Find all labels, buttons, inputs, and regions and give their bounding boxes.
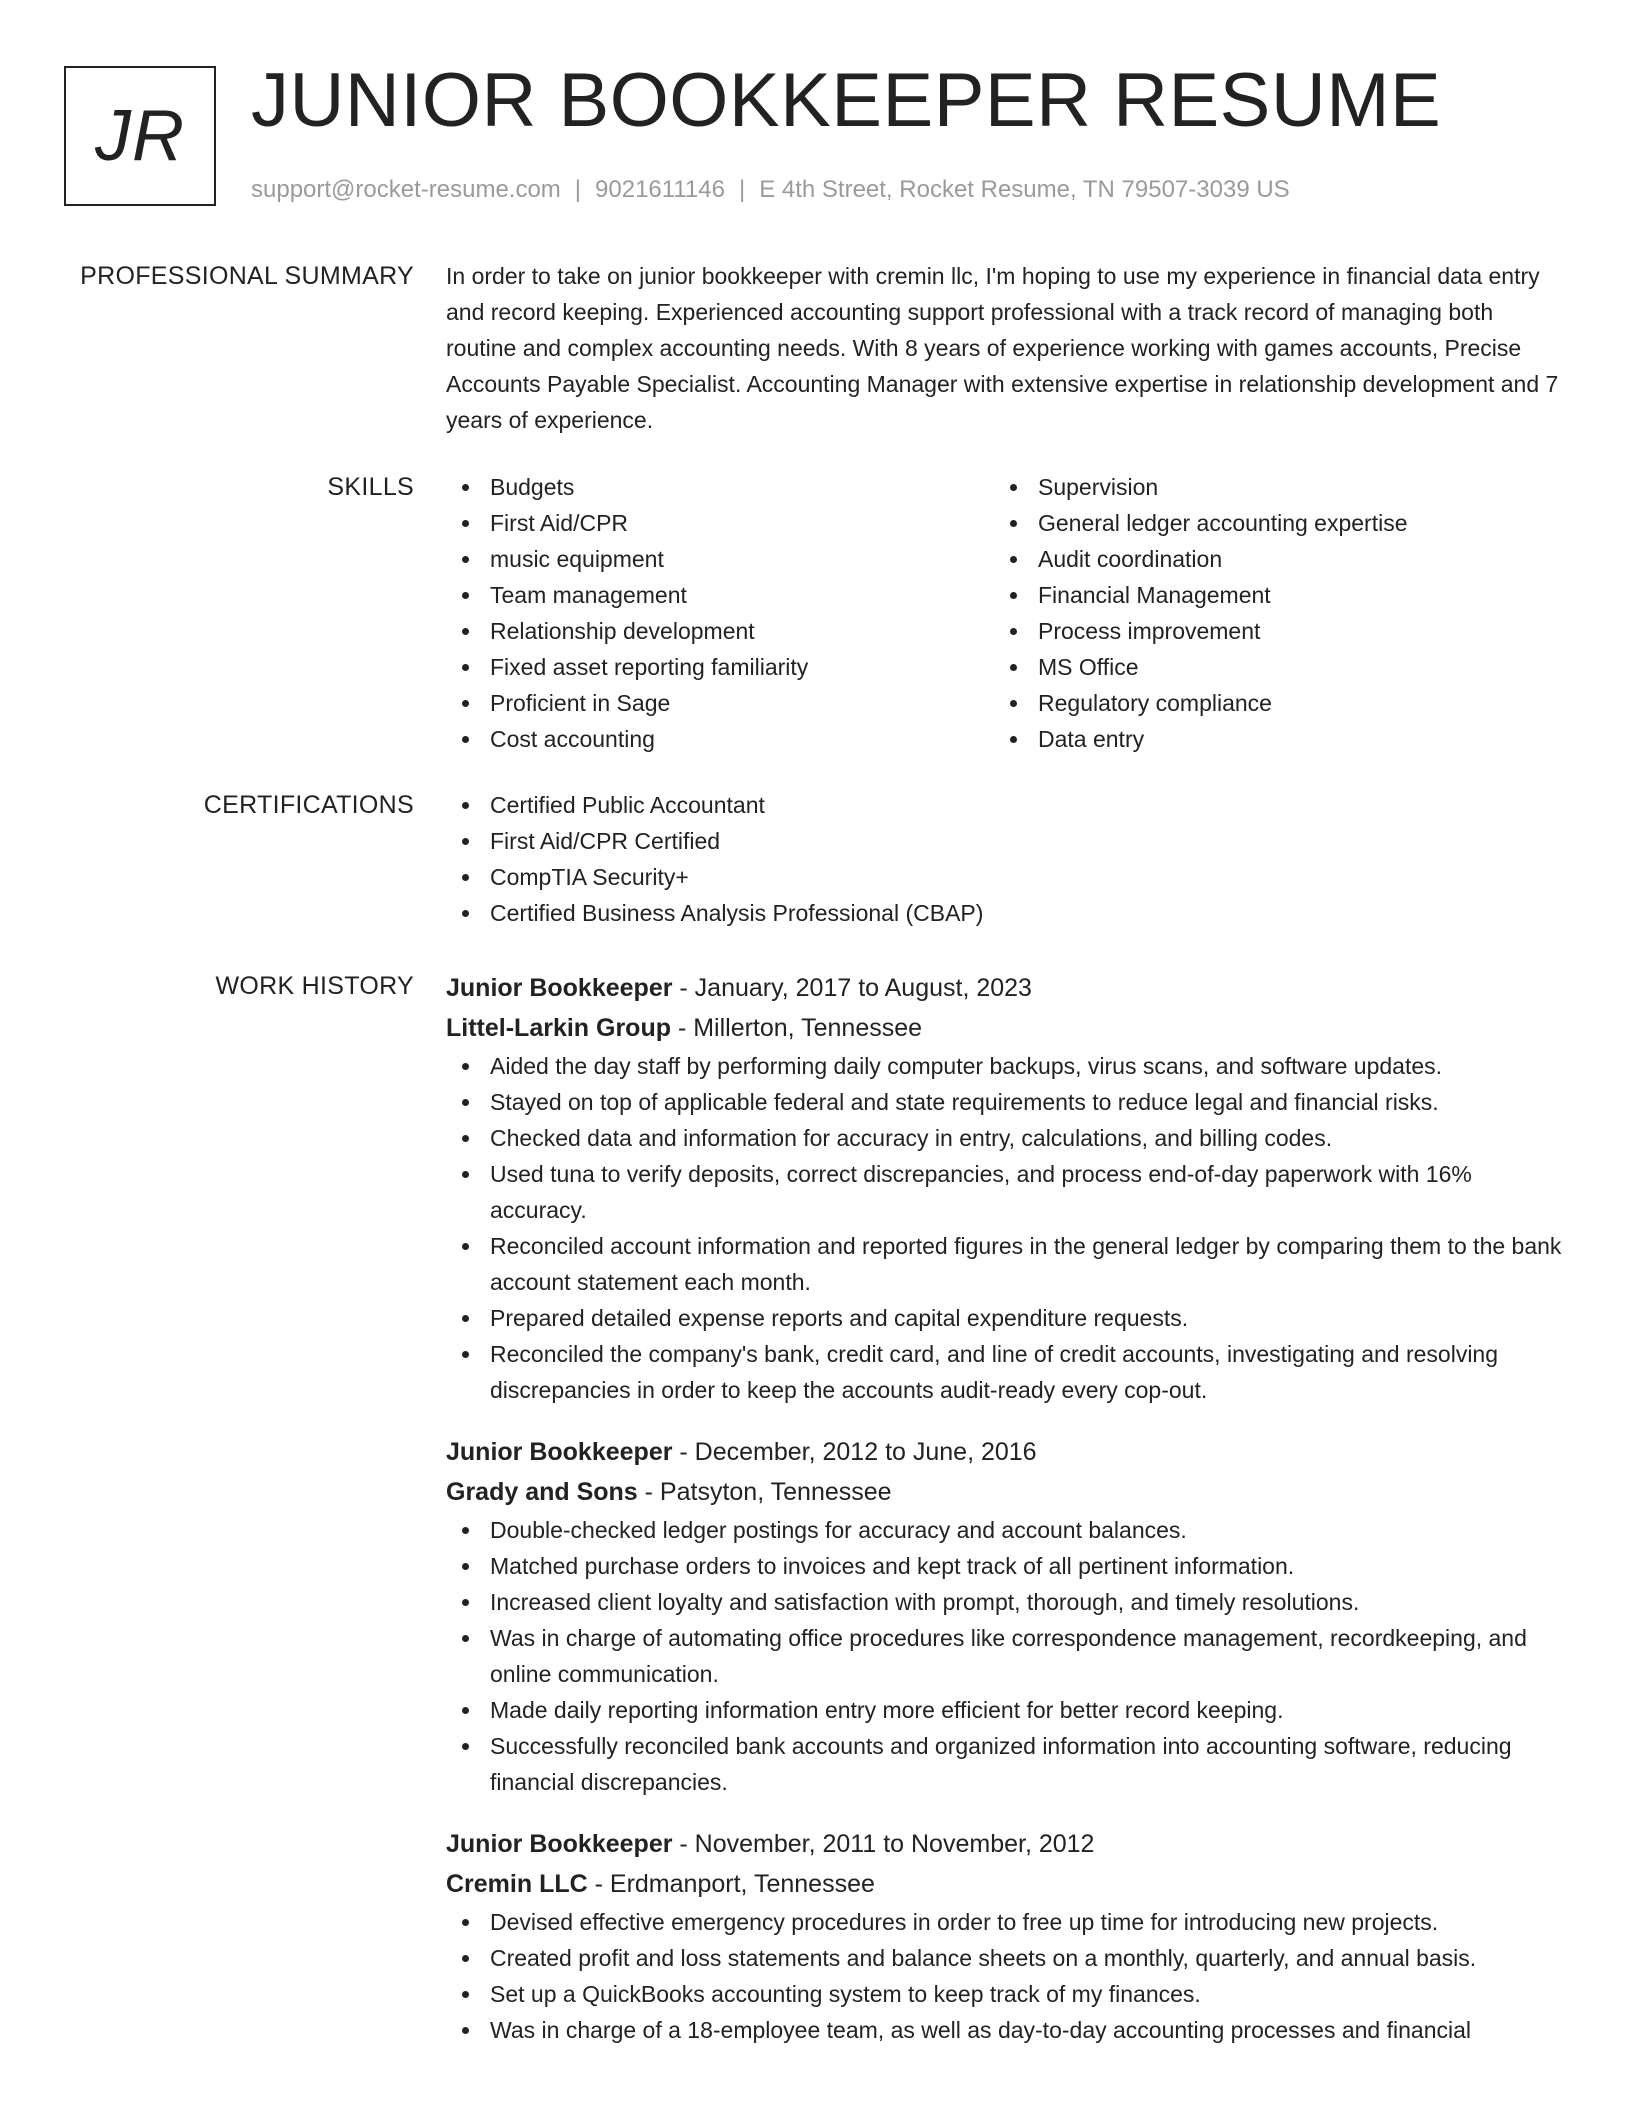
job-bullet: Set up a QuickBooks accounting system to keep track of my finances. [446,1976,1562,2012]
skill-item: Cost accounting [446,721,994,757]
job-title-line [446,1432,1562,1472]
job-bullet: Increased client loyalty and satisfaction with prompt, thorough, and timely resolutions. [446,1584,1562,1620]
job-entry [446,968,1562,1408]
skill-item: Supervision [994,469,1542,505]
job-company-line [446,1472,1562,1512]
job-bullet: Created profit and loss statements and balance sheets on a monthly, quarterly, and annual basis. [446,1940,1562,1976]
skill-item: Team management [446,577,994,613]
skill-item: Financial Management [994,577,1542,613]
job-entry [446,1824,1562,2048]
job-dates: - November, 2011 to November, 2012 [672,1830,1095,1858]
skill-item: Data entry [994,721,1542,757]
work-history-body [446,968,1562,2072]
summary-body [446,258,1562,438]
resume-title: JUNIOR BOOKKEEPER RESUME [251,58,1442,143]
skill-item: Fixed asset reporting familiarity [446,649,994,685]
job-bullet: Devised effective emergency procedures in order to free up time for introducing new projects. [446,1904,1562,1940]
skill-item: General ledger accounting expertise [994,505,1542,541]
skills-heading: SKILLS [327,473,414,501]
skill-item: First Aid/CPR [446,505,994,541]
job-location: - Erdmanport, Tennessee [587,1870,875,1898]
job-location: - Patsyton, Tennessee [637,1478,892,1506]
job-entry [446,1432,1562,1800]
job-company-line [446,1008,1562,1048]
contact-separator: | [738,176,746,203]
skills-grid [446,469,1562,757]
job-title: Junior Bookkeeper [446,974,673,1002]
job-bullet: Reconciled the company's bank, credit card, and line of credit accounts, investigating and resolving discrepancies in order to keep the accounts audit-ready every cop-out. [446,1336,1562,1408]
summary-text: In order to take on junior bookkeeper with cremin llc, I'm hoping to use my experience in financial data entry and record keeping. Experienced accounting support professional with a track record of managing both routine and complex accounting needs. With 8 years of experience working with games accounts, Precise Accounts Payable Specialist. Accounting Manager with extensive expertise in relationship development and 7 years of experience. [446,263,1559,433]
job-bullet-list [446,1512,1562,1800]
monogram-initials: JR [95,96,185,176]
job-bullet: Aided the day staff by performing daily computer backups, virus scans, and software updates. [446,1048,1562,1084]
contact-email: support@rocket-resume.com [251,176,561,203]
skill-item: Relationship development [446,613,994,649]
job-bullet: Prepared detailed expense reports and capital expenditure requests. [446,1300,1562,1336]
certification-item: Certified Business Analysis Professional (CBAP) [446,895,1562,931]
certification-item: Certified Public Accountant [446,787,1562,823]
certification-item: First Aid/CPR Certified [446,823,1562,859]
job-bullet: Checked data and information for accuracy in entry, calculations, and billing codes. [446,1120,1562,1156]
skill-item: Budgets [446,469,994,505]
job-title: Junior Bookkeeper [446,1438,673,1466]
skills-column-left [446,469,994,757]
job-bullet: Stayed on top of applicable federal and state requirements to reduce legal and financial risks. [446,1084,1562,1120]
skill-item: music equipment [446,541,994,577]
monogram-badge [64,66,216,206]
work-history-heading: WORK HISTORY [215,972,414,1000]
job-bullet-list [446,1904,1562,2048]
contact-address: E 4th Street, Rocket Resume, TN 79507-3039 US [759,176,1290,203]
job-dates: - January, 2017 to August, 2023 [672,974,1032,1002]
job-title-line [446,968,1562,1008]
skill-item: MS Office [994,649,1542,685]
job-bullet-list [446,1048,1562,1408]
job-location: - Millerton, Tennessee [671,1014,923,1042]
summary-heading: PROFESSIONAL SUMMARY [80,262,414,290]
certification-item: CompTIA Security+ [446,859,1562,895]
job-company: Littel-Larkin Group [446,1014,671,1042]
skills-column-right [994,469,1542,757]
contact-separator: | [574,176,582,203]
skill-item: Audit coordination [994,541,1542,577]
skill-item: Regulatory compliance [994,685,1542,721]
contact-line [251,174,1290,206]
job-bullet: Matched purchase orders to invoices and kept track of all pertinent information. [446,1548,1562,1584]
job-company-line [446,1864,1562,1904]
skills-body [446,469,1562,757]
job-bullet: Was in charge of automating office procedures like correspondence management, recordkeeping, and online communication. [446,1620,1562,1692]
skill-item: Process improvement [994,613,1542,649]
job-bullet: Was in charge of a 18-employee team, as well as day-to-day accounting processes and financial [446,2012,1562,2048]
contact-phone: 9021611146 [595,176,725,203]
job-title-line [446,1824,1562,1864]
job-company: Grady and Sons [446,1478,638,1506]
job-bullet: Reconciled account information and reported figures in the general ledger by comparing them to the bank account statement each month. [446,1228,1562,1300]
job-company: Cremin LLC [446,1870,588,1898]
job-bullet: Used tuna to verify deposits, correct discrepancies, and process end-of-day paperwork with 16% accuracy. [446,1156,1562,1228]
job-bullet: Successfully reconciled bank accounts and organized information into accounting software, reducing financial discrepancies. [446,1728,1562,1800]
job-dates: - December, 2012 to June, 2016 [672,1438,1037,1466]
job-bullet: Double-checked ledger postings for accuracy and account balances. [446,1512,1562,1548]
certifications-body [446,787,1562,931]
job-bullet: Made daily reporting information entry more efficient for better record keeping. [446,1692,1562,1728]
job-title: Junior Bookkeeper [446,1830,673,1858]
certifications-heading: CERTIFICATIONS [203,791,414,819]
skill-item: Proficient in Sage [446,685,994,721]
